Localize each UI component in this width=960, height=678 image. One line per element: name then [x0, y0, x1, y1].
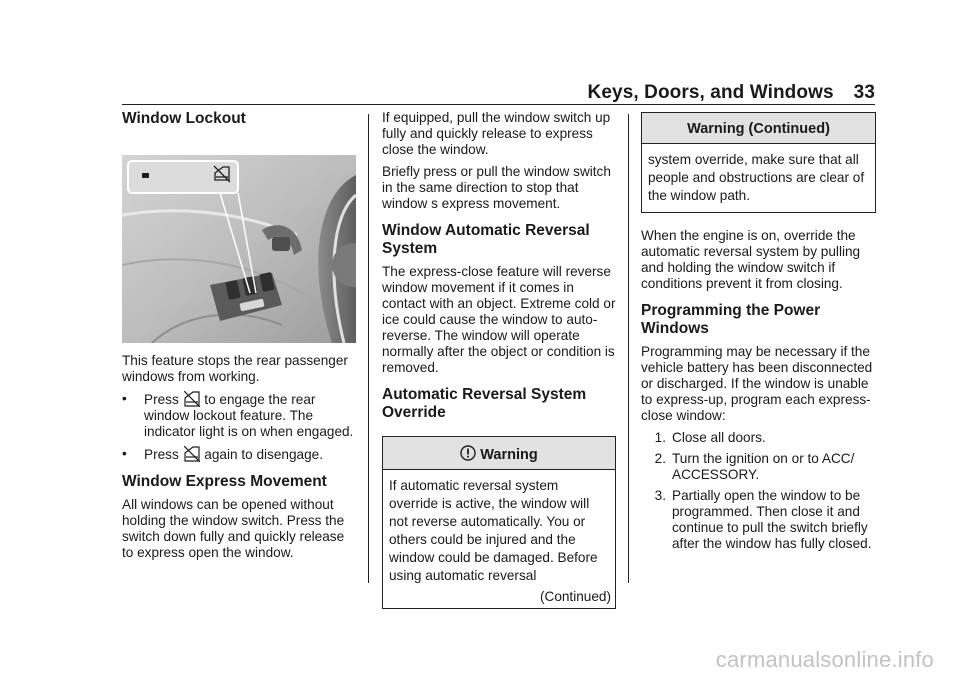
warning-body — [383, 470, 615, 589]
bullet-text-before: Press — [144, 447, 179, 462]
warning-symbol-icon — [460, 445, 476, 461]
lockout-intro: This feature stops the rear passenger windows from working. — [122, 353, 348, 384]
warning-continued-header: Warning (Continued) — [642, 113, 875, 144]
step-text: Turn the ignition on or to ACC/ ACCESSORY. — [672, 451, 855, 482]
continued-label: (Continued) — [539, 589, 611, 604]
window-lockout-icon — [184, 391, 200, 407]
bullet-text-after: again to disengage. — [200, 447, 323, 462]
express-paragraph: All windows can be opened without holding the window switch. Press the switch down fully and quickly release to express open the window. — [122, 497, 345, 560]
warning-continued-body — [642, 144, 875, 212]
warning-title: Warning — [480, 447, 538, 463]
header-rule — [122, 104, 875, 105]
bullet-text-before: Press — [144, 392, 179, 407]
programming-steps — [641, 430, 876, 552]
list-item — [641, 430, 876, 446]
bullet-item — [122, 391, 356, 440]
step-text: Partially open the window to be programmed. Then close it and continue to pull the switch briefly after the window has fully closed. — [672, 488, 872, 551]
bullet-marker: • — [122, 391, 127, 406]
column-2 — [382, 110, 616, 609]
bullet-item — [122, 446, 356, 463]
warning-continued-text: system override, make sure that all people and obstructions are clear of the window path. — [648, 152, 865, 203]
step-number: 3. — [654, 488, 666, 503]
step-number: 2. — [654, 451, 666, 466]
programming-paragraph: Programming may be necessary if the vehicle battery has been disconnected or discharged. If the window is unable to express-up, program each express-close window: — [641, 344, 873, 423]
door-switch-illustration — [122, 155, 356, 343]
heading-window-lockout: Window Lockout — [122, 110, 246, 127]
warning-box-continued — [641, 112, 876, 213]
heading-reversal-override: Automatic Reversal System Override — [382, 386, 587, 421]
door-panel-drawing — [122, 155, 356, 343]
watermark: carmanualsonline.info — [715, 647, 934, 672]
bullet-marker: • — [122, 446, 127, 461]
warning-text: If automatic reversal system override is active, the window will not reverse automatically. You or others could be injured and the window could be damaged. Before using automatic reversal — [389, 478, 598, 583]
column-3 — [641, 110, 876, 557]
list-item — [641, 488, 876, 552]
step-number: 1. — [654, 430, 666, 445]
step-text: Close all doors. — [672, 430, 766, 445]
warning-header — [383, 437, 615, 470]
warning-box — [382, 436, 616, 609]
heading-automatic-reversal: Window Automatic Reversal System — [382, 222, 590, 257]
bullet-text-after: to engage the rear window lockout feature. The indicator light is on when engaged. — [144, 392, 354, 439]
page-number: 33 — [853, 82, 875, 103]
list-item — [641, 451, 876, 483]
section-title: Keys, Doors, and Windows — [587, 82, 834, 103]
column-divider-1 — [368, 114, 369, 583]
window-lockout-icon — [184, 446, 200, 462]
reversal-paragraph: The express-close feature will reverse window movement if it comes in contact with an object. Extreme cold or ice could cause the window to auto-reverse. The window will operate normally after the object or condition is removed. — [382, 264, 616, 375]
override-paragraph: When the engine is on, override the automatic reversal system by pulling and holding the window switch if conditions prevent it from closing. — [641, 228, 861, 291]
page-header — [588, 82, 875, 104]
heading-window-express-movement: Window Express Movement — [122, 473, 327, 490]
express-stop-paragraph: Briefly press or pull the window switch in the same direction to stop that window s express movement. — [382, 164, 611, 211]
column-1 — [122, 110, 356, 567]
column-divider-2 — [628, 114, 629, 583]
express-close-paragraph: If equipped, pull the window switch up fully and quickly release to express close the window. — [382, 110, 611, 157]
heading-programming-windows: Programming the Power Windows — [641, 302, 821, 337]
